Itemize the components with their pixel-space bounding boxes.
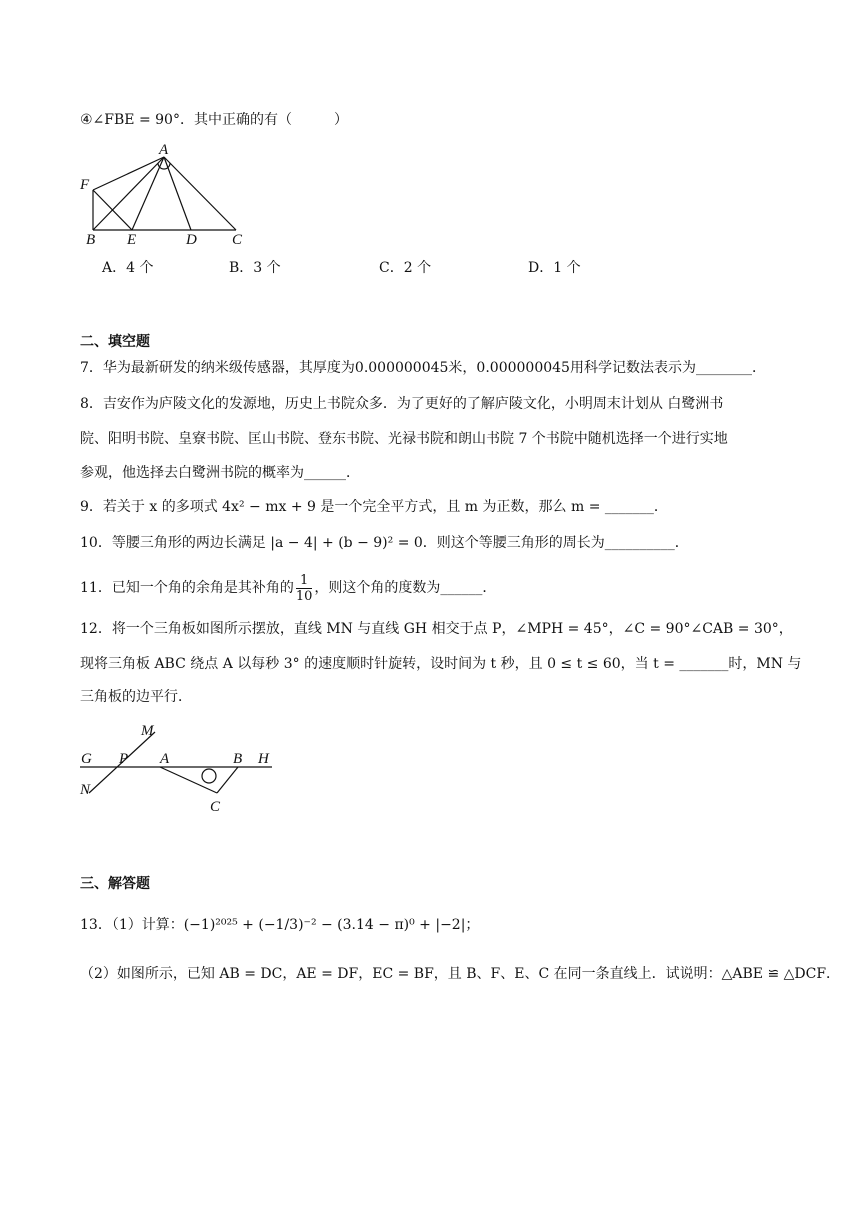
fig1-label-F: F xyxy=(80,177,90,193)
option-b: B．3 个 xyxy=(229,260,281,276)
question-11-pre: 11．已知一个角的余角是其补角的 xyxy=(80,580,294,596)
section-3-title: 三、解答题 xyxy=(80,876,150,892)
fig2-label-C: C xyxy=(210,799,221,815)
question-8-line-1: 8．吉安作为庐陵文化的发源地，历史上书院众多．为了更好的了解庐陵文化，小明周末计划从 白鹭洲书 xyxy=(80,396,724,412)
fig1-label-E: E xyxy=(127,232,137,248)
fig2-label-M: M xyxy=(141,723,154,739)
fig2-label-H: H xyxy=(258,751,269,767)
fig2-label-A: A xyxy=(160,751,170,767)
q6-statement-4: ④∠FBE = 90°．其中正确的有（ ） xyxy=(80,112,348,128)
question-8-line-2: 院、阳明书院、皇寮书院、匡山书院、登东书院、光禄书院和朗山书院 7 个书院中随机选择一个进行实地 xyxy=(80,431,728,447)
question-10: 10．等腰三角形的两边长满足 |a − 4| + (b − 9)² = 0．则这个等腰三角形的周长为__________． xyxy=(80,535,689,551)
fig1-label-B: B xyxy=(86,232,96,248)
question-12-line-2: 现将三角板 ABC 绕点 A 以每秒 3° 的速度顺时针旋转，设时间为 t 秒，且 0 ≤ t ≤ 60，当 t = _______时，MN 与 xyxy=(80,656,802,672)
option-d: D．1 个 xyxy=(528,260,581,276)
question-11-post: ，则这个角的度数为______． xyxy=(314,580,497,596)
question-13-part-1: 13．（1）计算：(−1)²⁰²⁵ + (−1/3)⁻² − (3.14 − π)⁰ + |−2|； xyxy=(80,917,480,933)
question-7: 7．华为最新研发的纳米级传感器，其厚度为0.000000045米，0.000000045用科学记数法表示为________． xyxy=(80,360,766,376)
option-a: A．4 个 xyxy=(102,260,154,276)
section-2-title: 二、填空题 xyxy=(80,334,150,350)
fig2-label-G: G xyxy=(81,751,92,767)
question-8-line-3: 参观，他选择去白鹭洲书院的概率为______． xyxy=(80,465,360,481)
question-12-line-3: 三角板的边平行． xyxy=(80,689,192,705)
question-12-line-1: 12．将一个三角板如图所示摆放，直线 MN 与直线 GH 相交于点 P，∠MPH = 45°，∠C = 90°∠CAB = 30°， xyxy=(80,621,793,637)
fig1-label-D: D xyxy=(186,232,197,248)
fig2-label-B: B xyxy=(233,751,243,767)
fig1-label-C: C xyxy=(232,232,243,248)
fig2-label-N: N xyxy=(80,782,91,798)
fraction-denominator: 10 xyxy=(295,588,313,604)
question-9: 9．若关于 x 的多项式 4x² − mx + 9 是一个完全平方式，且 m 为正数，那么 m = _______． xyxy=(80,499,668,515)
option-c: C．2 个 xyxy=(379,260,432,276)
fig1-label-A: A xyxy=(159,142,169,158)
fraction-numerator: 1 xyxy=(296,573,313,589)
fig2-label-P: P xyxy=(119,751,129,767)
question-13-part-2: （2）如图所示，已知 AB = DC，AE = DF，EC = BF，且 B、F、E、C 在同一条直线上．试说明：△ABE ≌ △DCF． xyxy=(80,966,841,982)
